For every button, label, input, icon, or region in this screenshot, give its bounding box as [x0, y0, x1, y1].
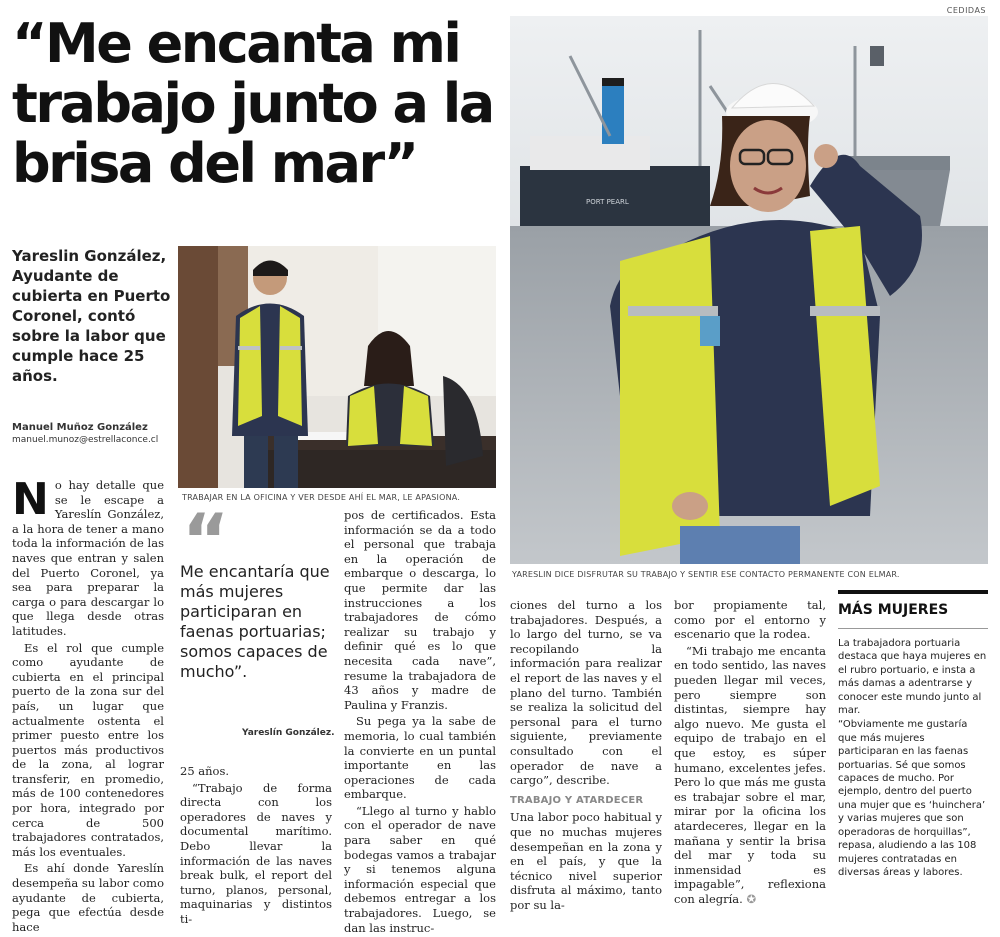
quote-marks-icon: “ — [182, 498, 222, 582]
author-name: Manuel Muñoz González — [12, 422, 148, 433]
ship-label: PORT PEARL — [586, 198, 629, 206]
article-paragraph: ciones del turno a los trabajadores. Después, a lo largo del turno, se va recopilando la información para realizar el report de las naves y el plano del turno. También se realiza la solicitud del personal para el turno siguiente, previamente consultado con el operador de nave a cargo”, describe. — [510, 598, 662, 788]
section-subhead: TRABAJO Y ATARDECER — [510, 794, 644, 806]
article-paragraph: “Trabajo de forma directa con los operadores de naves y documental marítimo. Debo llevar la información de las naves break bulk, el report del turno, planos, personal, maquinarias y distintos ti- — [180, 780, 332, 926]
article-paragraph: Su pega ya la sabe de memoria, lo cual también la convierte en un puntal importante en las operaciones de cada embarque. — [344, 714, 496, 802]
lead-summary: Yareslin González, Ayudante de cubierta en Puerto Coronel, contó sobre la labor que cumple hace 25 años. — [12, 247, 171, 385]
portrait-photo — [510, 16, 988, 564]
article-paragraph: No hay detalle que se le escape a Yareslín González, a la hora de tener a mano toda la información de las naves que entran y salen del Puerto Coronel, ya sea para preparar la carga o para descargar lo que llega desde otras latitudes. — [12, 474, 164, 638]
headline: “Me encanta mi trabajo junto a la brisa del mar” — [12, 12, 493, 195]
sidebar-title: MÁS MUJERES — [838, 602, 949, 618]
sidebar-paragraph: “Obviamente me gustaría que más mujeres participaran en las faenas portuarias. Sé que somos capaces de mucho. Por ejemplo, dentro del puerto una mujer que es ‘huinchera’ y varias mujeres que son operadoras de horquillas”, repasa, aludiendo a las 108 mujeres contratadas en diversas áreas y labores. — [838, 719, 986, 878]
sidebar-paragraph: La trabajadora portuaria destaca que haya mujeres en el rubro portuario, e insta a más damas a adentrarse y conocer este mundo junto al mar. — [838, 638, 987, 717]
article-paragraph: Es el rol que cumple como ayudante de cubierta en el principal puerto de la zona sur del país, un lugar que actualmente ostenta el primer puesto entre los puertos más productivos de la zona, al lograr transferir, en promedio, más de 100 contenedores por hora, integrado por cerca de 500 trabajadores contratados, más los eventuales. — [12, 640, 164, 859]
article-paragraph: pos de certificados. Esta información se da a todo el personal que trabaja en la operación de embarque o descarga, lo que permite dar las instrucciones a los trabajadores de cómo realizar su trabajo y definir qué es lo que necesita cada nave”, resume la trabajadora de 43 años y madre de Paulina y Franzis. — [344, 508, 496, 712]
end-mark-icon: ✪ — [746, 891, 757, 906]
sidebar-box — [838, 590, 988, 880]
portrait-photo-caption: YARESLIN DICE DISFRUTAR SU TRABAJO Y SENTIR ESE CONTACTO PERMANENTE CON ELMAR. — [512, 570, 900, 579]
photo-credit: CEDIDAS — [946, 6, 986, 15]
dropcap: N — [12, 474, 49, 525]
author-email[interactable]: manuel.munoz@estrellaconce.cl — [12, 435, 159, 445]
sidebar-top-bar — [838, 590, 988, 594]
pull-quote-author: Yareslín González. — [242, 728, 335, 738]
article-paragraph: 25 años. — [180, 764, 230, 778]
article-paragraph: Es ahí donde Yareslín desempeña su labor como ayudante de cubierta, pega que efectúa desde hace — [12, 861, 164, 934]
byline — [12, 422, 182, 445]
office-photo — [178, 246, 496, 488]
article-paragraph: Una labor poco habitual y que no muchas mujeres desempeñan en la zona y en el país, y que la técnico nivel superior disfruta al máximo, tanto por su la- — [510, 810, 662, 912]
article-paragraph: “Mi trabajo me encanta en todo sentido, las naves pueden llegar mil veces, pero siempre son distintas, siempre hay algo nuevo. Me gusta el equipo de trabajo en el que estoy, es súper humano, excelentes jefes. Pero lo que más me gusta es trabajar sobre el mar, mirar por la oficina los atardeceres, llegar en la mañana y sentir la brisa del mar y toda su inmensidad es impagable”, reflexiona con alegría. ✪ — [674, 643, 826, 906]
article-column-3 — [344, 508, 496, 937]
article-column-2 — [180, 764, 332, 929]
pull-quote: Me encantaría que más mujeres participaran en faenas portuarias; somos capaces de mucho”. — [180, 562, 330, 681]
article-paragraph: bor propiamente tal, como por el entorno y escenario que la rodea. — [674, 598, 826, 642]
article-column-5 — [674, 598, 826, 908]
sidebar-body — [838, 637, 988, 879]
article-column-4 — [510, 598, 662, 914]
article-column-1 — [12, 474, 164, 936]
office-photo-caption: TRABAJAR EN LA OFICINA Y VER DESDE AHÍ EL MAR, LE APASIONA. — [182, 493, 461, 502]
article-paragraph: “Llego al turno y hablo con el operador de nave para saber en qué bodegas vamos a trabajar y si tenemos alguna información especial que debemos entregar a los trabajadores. Luego, se dan las instruc- — [344, 803, 496, 935]
sidebar-divider — [838, 628, 988, 629]
